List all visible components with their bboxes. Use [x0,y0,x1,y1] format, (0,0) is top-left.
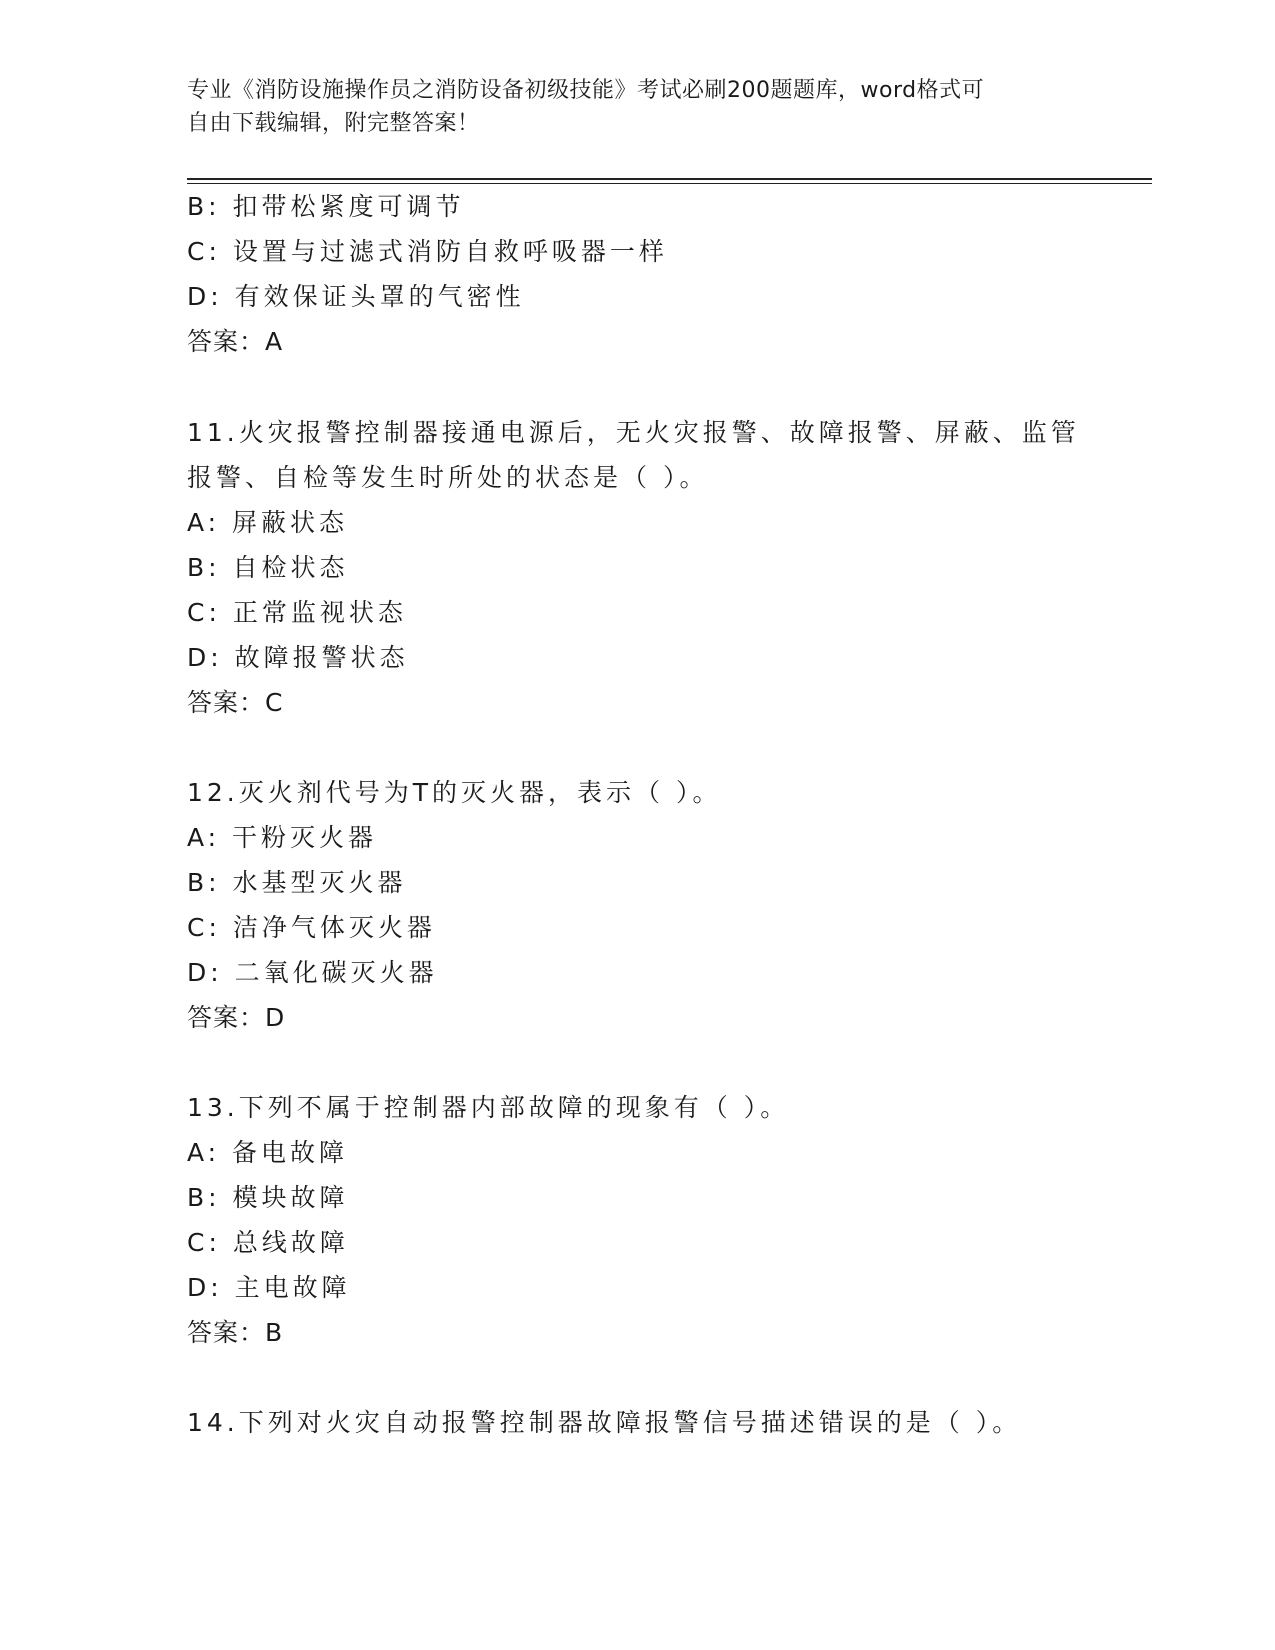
q12-stem: 12.灭火剂代号为T的灭火器，表示（ ）。 [187,778,722,807]
q10-option-c: C: 设置与过滤式消防自救呼吸器一样 [187,237,668,266]
q12-option-c: C: 洁净气体灭火器 [187,913,436,942]
q10-option-b: B: 扣带松紧度可调节 [187,192,465,221]
q12-option-d: D: 二氧化碳灭火器 [187,958,438,987]
q11-stem-line-2: 报警、自检等发生时所处的状态是（ ）。 [187,463,709,492]
q11-option-c: C: 正常监视状态 [187,598,407,627]
q11-answer: 答案：C [187,688,284,717]
q14-stem: 14.下列对火灾自动报警控制器故障报警信号描述错误的是（ ）。 [187,1408,1022,1437]
q13-option-a: A: 备电故障 [187,1138,349,1167]
q13-option-d: D: 主电故障 [187,1273,351,1302]
q10-option-d: D: 有效保证头罩的气密性 [187,282,525,311]
q12-answer: 答案：D [187,1003,286,1032]
header-line-1: 专业《消防设施操作员之消防设备初级技能》考试必刷200题题库，word格式可 [187,78,985,103]
q12-option-a: A: 干粉灭火器 [187,823,378,852]
header-line-2: 自由下载编辑，附完整答案！ [187,111,480,136]
header-divider-thin [187,183,1152,184]
q10-answer: 答案：A [187,327,284,356]
q13-option-c: C: 总线故障 [187,1228,349,1257]
q11-option-b: B: 自检状态 [187,553,349,582]
q13-stem: 13.下列不属于控制器内部故障的现象有（ ）。 [187,1093,790,1122]
header-divider-thick [187,178,1152,180]
document-header [187,74,1067,140]
q12-option-b: B: 水基型灭火器 [187,868,407,897]
q11-option-d: D: 故障报警状态 [187,643,409,672]
q13-option-b: B: 模块故障 [187,1183,349,1212]
q11-stem-line-1: 11.火灾报警控制器接通电源后，无火灾报警、故障报警、屏蔽、监管 [187,418,1080,447]
q11-option-a: A: 屏蔽状态 [187,508,349,537]
q13-answer: 答案：B [187,1318,284,1347]
